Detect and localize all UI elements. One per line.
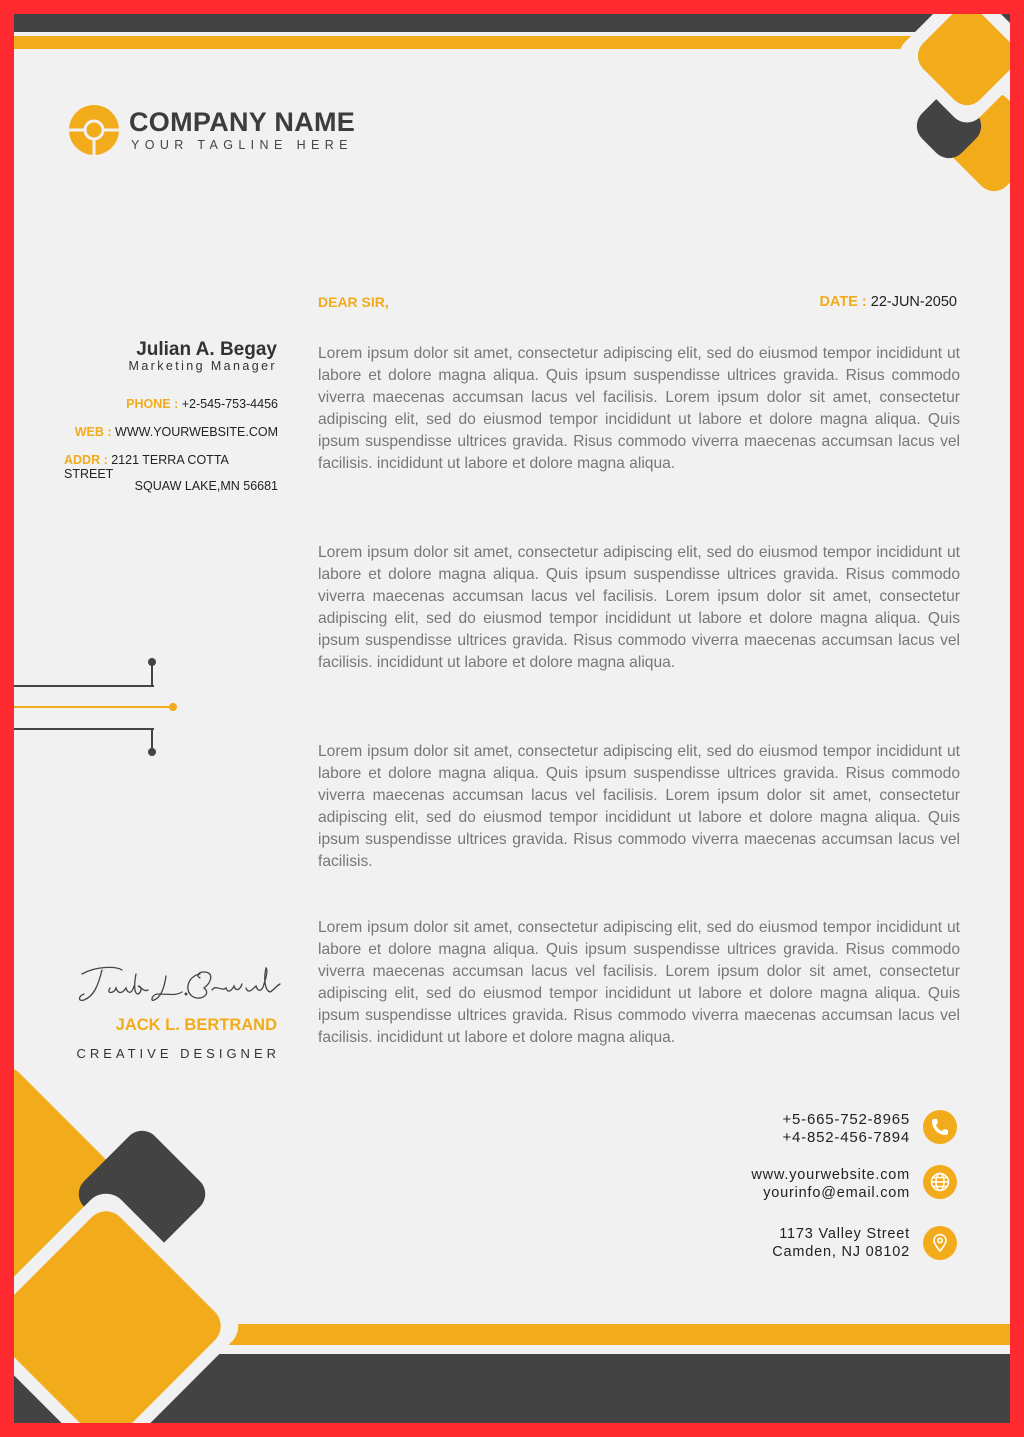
footer-street: 1173 Valley Street — [779, 1226, 910, 1242]
date-value: 22-JUN-2050 — [870, 294, 957, 310]
web-label: WEB : — [74, 425, 112, 439]
sender-phone — [34, 397, 278, 411]
location-pin-icon — [923, 1226, 957, 1260]
footer-phone-2: +4-852-456-7894 — [782, 1129, 910, 1146]
addr-label: ADDR : — [64, 453, 108, 467]
sender-title: Marketing Manager — [128, 359, 277, 373]
letterhead-page — [14, 14, 1010, 1423]
body-paragraph: Lorem ipsum dolor sit amet, consectetur adipiscing elit, sed do eiusmod tempor incididunt ut labore et dolore magna aliqua. Quis ipsum suspendisse ultrices gravida. Risus commodo viverra maecenas accumsan lacus vel facilisis. Lorem ipsum dolor sit amet, consectetur adipiscing elit, sed do eiusmod tempor incididunt ut labore et dolore magna aliqua. Quis ipsum suspendisse ultrices gravida. Risus commodo viverra maecenas accumsan lacus vel facilisis. incididunt ut labore et dolore magna aliqua. — [318, 919, 960, 1046]
body-paragraph: Lorem ipsum dolor sit amet, consectetur adipiscing elit, sed do eiusmod tempor incididunt ut labore et dolore magna aliqua. Quis ipsum suspendisse ultrices gravida. Risus commodo viverra maecenas accumsan lacus vel facilisis. Lorem ipsum dolor sit amet, consectetur adipiscing elit, sed do eiusmod tempor incididunt ut labore et dolore magna aliqua. Quis ipsum suspendisse ultrices gravida. Risus commodo viverra maecenas accumsan lacus vel facilisis. incididunt ut labore et dolore magna aliqua. — [318, 544, 960, 671]
circuit-node-accent — [169, 703, 177, 711]
header-dark-bar — [14, 14, 1010, 32]
footer-email: yourinfo@email.com — [763, 1185, 910, 1201]
footer-city: Camden, NJ 08102 — [772, 1244, 910, 1260]
footer-phone-1: +5-665-752-8965 — [782, 1111, 910, 1128]
circuit-node — [148, 748, 156, 756]
footer-phones — [704, 1111, 910, 1147]
sender-address-line2: SQUAW LAKE,MN 56681 — [134, 479, 278, 493]
body-paragraph: Lorem ipsum dolor sit amet, consectetur adipiscing elit, sed do eiusmod tempor incididunt ut labore et dolore magna aliqua. Quis ipsum suspendisse ultrices gravida. Risus commodo viverra maecenas accumsan lacus vel facilisis. Lorem ipsum dolor sit amet, consectetur adipiscing elit, sed do eiusmod tempor incididunt ut labore et dolore magna aliqua. Quis ipsum suspendisse ultrices gravida. Risus commodo viverra maecenas accumsan lacus vel facilisis. incididunt ut labore et dolore magna aliqua. — [318, 345, 960, 472]
sender-address — [24, 453, 274, 481]
footer-address — [704, 1225, 910, 1261]
body-paragraph: Lorem ipsum dolor sit amet, consectetur adipiscing elit, sed do eiusmod tempor incididunt ut labore et dolore magna aliqua. Quis ipsum suspendisse ultrices gravida. Risus commodo viverra maecenas accumsan lacus vel facilisis. Lorem ipsum dolor sit amet, consectetur adipiscing elit, sed do eiusmod tempor incididunt ut labore et dolore magna aliqua. Quis ipsum suspendisse ultrices gravida. Risus commodo viverra maecenas accumsan lacus vel facilisis. — [318, 743, 960, 870]
footer-web — [704, 1166, 910, 1202]
addr-line1: 2121 TERRA COTTA STREET — [64, 453, 229, 481]
footer-website: www.yourwebsite.com — [751, 1167, 910, 1183]
letter-date — [754, 294, 957, 310]
target-icon — [69, 105, 119, 155]
globe-icon — [923, 1165, 957, 1199]
phone-label: PHONE : — [126, 397, 179, 411]
company-tagline: YOUR TAGLINE HERE — [131, 138, 353, 152]
phone-value: +2-545-753-4456 — [181, 397, 278, 411]
handwritten-signature — [76, 960, 282, 1010]
header-accent-bar — [14, 36, 919, 49]
salutation: DEAR SIR, — [318, 294, 389, 310]
signatory-title: CREATIVE DESIGNER — [76, 1046, 280, 1061]
company-name: COMPANY NAME — [129, 107, 356, 137]
circuit-node — [148, 658, 156, 666]
phone-icon — [923, 1110, 957, 1144]
sender-web — [34, 425, 278, 439]
footer-accent-bar — [209, 1324, 1010, 1345]
circuit-line — [14, 685, 154, 687]
web-value: WWW.YOURWEBSITE.COM — [115, 425, 278, 439]
signatory-name: JACK L. BERTRAND — [115, 1016, 277, 1034]
date-label: DATE : — [819, 294, 867, 310]
circuit-line — [14, 728, 154, 730]
circuit-line-accent — [14, 706, 174, 708]
sender-name: Julian A. Begay — [136, 339, 277, 360]
